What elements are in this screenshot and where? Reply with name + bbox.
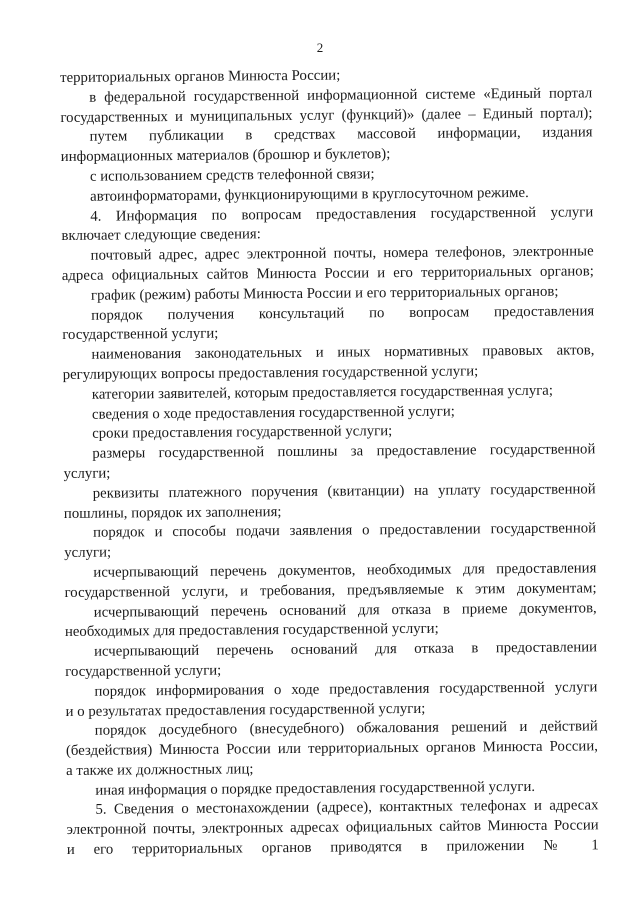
text-line: почтовый адрес, адрес электронной почты, номера телефонов, электронные bbox=[90, 243, 594, 264]
text-line: порядок получения консультаций по вопросам предоставления bbox=[91, 302, 595, 324]
text-line: сведения о ходе предоставления государственной услуги; bbox=[91, 403, 455, 423]
page-number: 2 bbox=[316, 40, 324, 55]
text-line: услуги; bbox=[64, 544, 112, 562]
text-line: исчерпывающий перечень документов, необходимых для предоставления bbox=[93, 560, 597, 581]
text-line: порядок и способы подачи заявления о предоставлении государственной bbox=[92, 520, 597, 542]
text-line: график (режим) работы Минюста России и его территориальных органов; bbox=[90, 283, 559, 304]
document-body bbox=[60, 64, 599, 860]
text-line: 5. Сведения о местонахождении (адресе), контактных телефонах и адресах bbox=[95, 797, 599, 819]
text-line: сроки предоставления государственной услуги; bbox=[92, 423, 393, 443]
text-line: включает следующие сведения: bbox=[61, 226, 261, 245]
text-line: информационных материалов (брошюр и буклетов); bbox=[60, 146, 391, 166]
text-line: (бездействия) Минюста России или территориальных органов Минюста России, bbox=[65, 738, 599, 760]
text-line: с использованием средств телефонной связи; bbox=[89, 166, 375, 185]
text-line: исчерпывающий перечень оснований для отказа в приеме документов, bbox=[93, 599, 597, 621]
text-line: государственной услуги; bbox=[65, 662, 222, 680]
text-line: государственной услуги, и требования, предъявляемые к этим документам; bbox=[64, 580, 597, 601]
text-line: наименования законодательных и иных нормативных правовых актов, bbox=[91, 342, 595, 363]
text-line: территориальных органов Минюста России; bbox=[60, 67, 341, 86]
text-line: государственной услуги; bbox=[62, 325, 219, 344]
text-line: регулирующих вопросы предоставления государственной услуги; bbox=[62, 363, 479, 383]
text-line: адреса официальных сайтов Минюста России и его территориальных органов; bbox=[61, 263, 594, 284]
text-line: размеры государственной пошлины за предоставление государственной bbox=[92, 441, 596, 462]
text-line: электронной почты, электронных адресах официальных сайтов Минюста России bbox=[66, 817, 599, 839]
text-line: услуги; bbox=[63, 465, 111, 482]
text-line: необходимых для предоставления государственной услуги; bbox=[64, 621, 439, 641]
text-line: исчерпывающий перечень оснований для отказа в предоставлении bbox=[94, 639, 598, 660]
text-line: реквизиты платежного поручения (квитанции) на уплату государственной bbox=[92, 481, 596, 502]
text-line: и о результатах предоставления государственной услуги; bbox=[65, 700, 426, 720]
text-line: в федеральной государственной информационной системе «Единый портал bbox=[89, 85, 593, 106]
text-line: категории заявителей, которым предоставляется государственная услуга; bbox=[91, 382, 554, 403]
text-line: путем публикации в средствах массовой информации, издания bbox=[89, 124, 593, 146]
text-line: порядок информирования о ходе предоставления государственной услуги bbox=[94, 679, 598, 700]
text-line: а также их должностных лиц; bbox=[66, 761, 254, 779]
text-line: 4. Информация по вопросам предоставления государственной услуги bbox=[90, 203, 594, 225]
text-line: автоинформаторами, функционирующими в круглосуточном режиме. bbox=[90, 184, 529, 205]
text-line: иная информация о порядке предоставления государственной услуги. bbox=[95, 778, 536, 799]
text-line: пошлины, порядок их заполнения; bbox=[63, 503, 282, 522]
text-line: государственных и муниципальных услуг (функций)» (далее – Единый портал); bbox=[60, 104, 593, 126]
text-line: и его территориальных органов приводятся в приложении № 1 bbox=[66, 837, 599, 859]
text-line: порядок досудебного (внесудебного) обжалования решений и действий bbox=[94, 718, 598, 740]
